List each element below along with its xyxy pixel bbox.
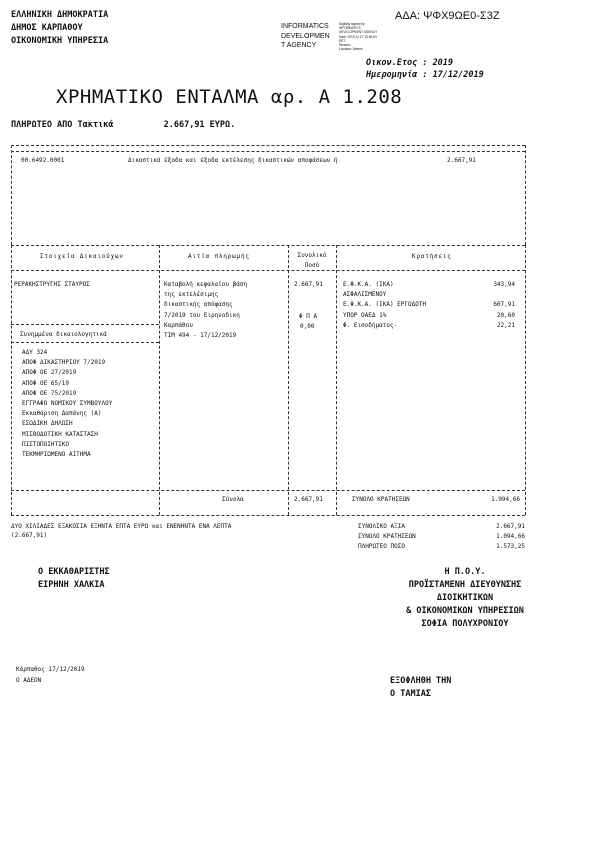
- issuer-block: [11, 9, 108, 48]
- amount-in-words: ΔΥΟ ΧΙΛΙΑΔΕΣ ΕΞΑΚΟΣΙΑ ΕΞΗΝΤΑ ΕΠΤΑ ΕΥΡΩ και ΕΝΕΝΗΝΤΑ ΕΝΑ ΛΕΠΤΑ: [11, 523, 232, 530]
- deductions-values: [470, 280, 515, 331]
- paid-line: ΕΞΟΦΛΗΘΗ ΤΗΝ: [390, 676, 452, 686]
- list-item: ΑΠΟΦ ΔΙΚΑΣΤΗΡΙΟΥ 7/2019: [22, 359, 106, 367]
- frame-right: [525, 145, 526, 245]
- attached-top-line: [11, 324, 159, 325]
- frame-top: [11, 145, 525, 146]
- table-sum-line: [11, 490, 525, 491]
- totals-values: [475, 522, 525, 553]
- totals-value: 1.094,66: [496, 533, 525, 541]
- beneficiary-name: ΡΕΡΑΚΗΣΤΡΥΓΗΣ ΣΤΑΥΡΟΣ: [14, 281, 90, 288]
- col-header-total: Συνολικό Ποσό: [297, 252, 327, 269]
- attached-list: [22, 348, 112, 460]
- table-bottom: [11, 515, 525, 516]
- ada-code: ΑΔΑ: ΨΦΧ9ΩΕ0-Σ3Ζ: [395, 10, 500, 22]
- director-signature: [360, 566, 570, 631]
- list-item: ΠΙΣΤΟΠΟΙΗΤΙΚΟ: [22, 440, 69, 448]
- table-col-divider: [288, 245, 289, 515]
- total-amount: 2.667,91: [294, 281, 323, 288]
- issuer-line: ΔΗΜΟΣ ΚΑΡΠΑΘΟΥ: [11, 23, 83, 33]
- reason-line: Καρπάθου: [164, 321, 193, 329]
- director-line: Η Π.Ο.Υ.: [444, 567, 486, 577]
- list-item: ΑΔΥ 324: [22, 349, 48, 356]
- document-date: Ημερομηνία : 17/12/2019: [366, 70, 484, 80]
- deduction-label: ΥΠΟΡ ΟΑΕΔ 1%: [343, 311, 387, 319]
- totals-label: ΠΛΗΡΩΤΕΟ ΠΟΣΟ: [358, 543, 405, 551]
- reason-line: της εκτελέσιμης: [164, 291, 219, 299]
- sum-deductions-label: ΣΥΝΟΛΟ ΚΡΑΤΗΣΕΩΝ: [352, 496, 410, 503]
- deduction-value: 607,91: [493, 301, 515, 309]
- liquidator-name: ΕΙΡΗΝΗ ΧΑΛΚΙΑ: [38, 580, 105, 590]
- issuer-line: ΕΛΛΗΝΙΚΗ ΔΗΜΟΚΡΑΤΙΑ: [11, 10, 109, 20]
- issuer-line: ΟΙΚΟΝΟΜΙΚΗ ΥΠΗΡΕΣΙΑ: [11, 36, 109, 46]
- table-col-divider: [159, 245, 160, 515]
- signature-logo: INFORMATICS DEVELOPMEN T AGENCY Digitally signed by INFORMATICS DEVELOPMENT AGENCY Date: 2019.12.17 15:56:53 EET Reason: Location: Athens: [281, 22, 378, 52]
- attached-header-line: [11, 342, 159, 343]
- fpa-label: Φ Π Α: [299, 313, 318, 320]
- list-item: ΕΓΓΡΑΦΟ ΝΟΜΙΚΟΥ ΣΥΜΒΟΥΛΟΥ: [22, 399, 113, 407]
- reason-line: 7/2019 του Ειρηνοδικη: [164, 311, 240, 319]
- liquidator-title: Ο ΕΚΚΑΘΑΡΙΣΤΗΣ: [38, 567, 110, 577]
- director-line: ΔΙΟΙΚΗΤΙΚΩΝ: [436, 593, 494, 603]
- paid-line: Ο ΤΑΜΙΑΣ: [390, 689, 431, 699]
- frame-left: [11, 145, 12, 245]
- deduction-value: [470, 290, 515, 300]
- sum-label: Σύνολα: [222, 496, 244, 503]
- totals-value: 2.667,91: [496, 523, 525, 530]
- deductions-labels: [343, 280, 426, 331]
- list-item: ΕΣΩΔΙΚΗ ΔΗΛΩΣΗ: [22, 420, 73, 428]
- deduction-value: 20,60: [496, 311, 515, 319]
- director-line: ΠΡΟΪΣΤΑΜΕΝΗ ΔΙΕΥΘΥΝΣΗΣ: [408, 580, 522, 590]
- sum-total: 2.667,91: [294, 496, 323, 503]
- deduction-value: 22,21: [496, 321, 515, 329]
- attached-header: Συνημμένα δικαιολογητικά: [20, 331, 107, 338]
- payment-reason: [164, 280, 247, 341]
- fpa-value: 0,00: [300, 323, 315, 330]
- col-header-beneficiary: Στοιχεία Δικαιούχων: [40, 253, 124, 260]
- logo-line: INFORMATICS: [281, 23, 329, 30]
- totals-label: ΣΥΝΟΛΙΚΟ ΑΞΙΑ: [358, 523, 405, 530]
- director-line: & ΟΙΚΟΝΟΜΙΚΩΝ ΥΠΗΡΕΣΙΩΝ: [406, 606, 524, 616]
- list-item: ΑΠΟΦ ΟΕ 27/2019: [22, 369, 77, 377]
- table-top: [11, 245, 525, 246]
- logo-line: T AGENCY: [281, 42, 317, 49]
- totals-value: 1.573,25: [496, 543, 525, 551]
- table-right: [525, 245, 526, 515]
- deduction-label: Ε.Φ.Κ.Α. (ΙΚΑ): [343, 281, 394, 288]
- reason-line: ΤΙΜ 494 - 17/12/2019: [164, 331, 237, 339]
- totals-label: ΣΥΝΟΛΟ ΚΡΑΤΗΣΕΩΝ: [358, 533, 416, 541]
- deduction-label: Φ. Εισοδήματος-: [343, 321, 398, 329]
- list-item: ΤΕΚΜΗΡΙΩΜΕΝΟ ΑΙΤΗΜΑ: [22, 450, 91, 458]
- budget-amount: 2.667,91: [447, 157, 476, 164]
- budget-code: 00.6492.0001: [21, 157, 65, 164]
- list-item: Εκκαθάριση Δαπάνης (Α): [22, 410, 102, 418]
- sum-deductions-value: 1.094,66: [491, 496, 520, 503]
- reason-line: δικαστικής απόφασης: [164, 301, 233, 309]
- logo-line: DEVELOPMEN: [281, 32, 330, 40]
- list-item: ΑΠΟΦ ΟΕ 75/2019: [22, 389, 77, 397]
- issuer-initials: Ο ΑΔΕΟΝ: [16, 677, 42, 684]
- paid-stamp: [390, 675, 451, 701]
- table-left: [11, 245, 12, 515]
- amount-in-words-number: (2.667,91): [11, 532, 48, 539]
- col-header-deductions: Κρατήσεις: [412, 253, 452, 260]
- list-item: ΜΙΣΘΟΔΟΤΙΚΗ ΚΑΤΑΣΤΑΣΗ: [22, 430, 98, 438]
- col-header-reason: Αιτία πληρωμής: [188, 253, 250, 260]
- liquidator-signature: [38, 566, 110, 592]
- reason-line: Καταβολή κεφαλαίου βάση: [164, 281, 248, 288]
- page-title: ΧΡΗΜΑΤΙΚΟ ΕΝΤΑΛΜΑ αρ. Α 1.208: [56, 86, 403, 108]
- list-item: ΑΠΟΦ ΟΕ 65/19: [22, 379, 69, 387]
- frame-line: [11, 151, 525, 152]
- payable-line: ΠΛΗΡΩΤΕΟ ΑΠΟ Τακτικά 2.667,91 ΕΥΡΩ.: [11, 120, 236, 130]
- deduction-value: 343,94: [493, 281, 515, 288]
- deduction-label: ΑΣΦΑΛΙΣΜΕΝΟΥ: [343, 291, 387, 299]
- budget-description: Δικαστικά έξοδα και έξοδα εκτέλεσης δικαστικών αποφάσεων ή: [128, 157, 338, 164]
- place-date: Κάρπαθος 17/12/2019: [16, 666, 85, 673]
- totals-labels: [358, 522, 416, 553]
- deduction-label: Ε.Φ.Κ.Α. (ΙΚΑ) ΕΡΓΟΔΟΤΗ: [343, 301, 427, 309]
- director-line: ΣΟΦΙΑ ΠΟΛΥΧΡΟΝΙΟΥ: [421, 619, 509, 629]
- table-header-line: [11, 270, 525, 271]
- table-col-divider: [336, 245, 337, 515]
- fiscal-year: Οικον.Ετος : 2019: [366, 58, 454, 68]
